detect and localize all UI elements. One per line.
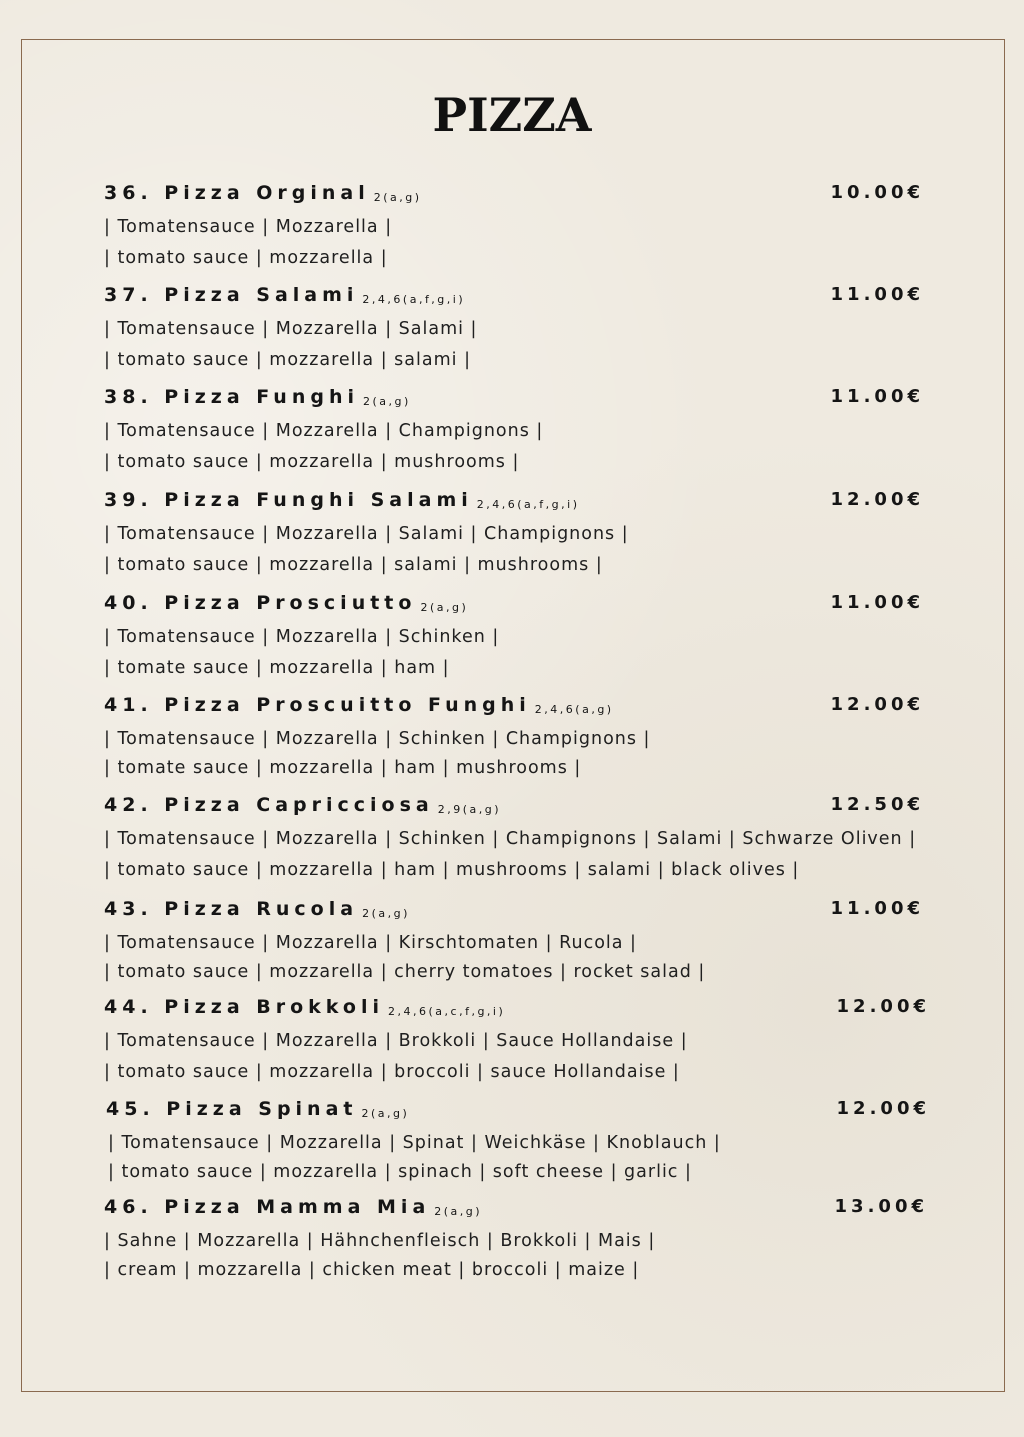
item-allergens: 2,4,6(a,f,g,i) <box>362 293 466 306</box>
item-ingredients-de: | Tomatensauce | Mozzarella | Spinat | Weichkäse | Knoblauch | <box>108 1133 721 1153</box>
item-price: 10.00€ <box>830 182 924 203</box>
item-name: 36. Pizza Orginal 2(a,g) <box>104 182 422 204</box>
item-price: 11.00€ <box>830 386 924 407</box>
item-price: 12.00€ <box>830 694 924 715</box>
item-ingredients-de: | Tomatensauce | Mozzarella | Salami | <box>104 319 478 339</box>
item-price: 11.00€ <box>830 898 924 919</box>
item-allergens: 2,4,6(a,f,g,i) <box>476 498 580 511</box>
item-price: 12.00€ <box>836 1098 930 1119</box>
item-name: 43. Pizza Rucola 2(a,g) <box>104 898 410 920</box>
item-ingredients-de: | Tomatensauce | Mozzarella | Kirschtomaten | Rucola | <box>104 933 637 953</box>
item-allergens: 2(a,g) <box>420 601 469 614</box>
item-ingredients-de: | Tomatensauce | Mozzarella | Schinken | <box>104 627 500 647</box>
item-allergens: 2(a,g) <box>373 191 422 204</box>
item-name: 37. Pizza Salami 2,4,6(a,f,g,i) <box>104 284 466 306</box>
item-allergens: 2,4,6(a,g) <box>534 703 614 716</box>
item-price: 12.50€ <box>830 794 924 815</box>
item-name: 44. Pizza Brokkoli 2,4,6(a,c,f,g,i) <box>104 996 506 1018</box>
item-ingredients-de: | Tomatensauce | Mozzarella | Schinken | Champignons | Salami | Schwarze Oliven | <box>104 829 917 849</box>
item-ingredients-en: | tomato sauce | mozzarella | ham | mushrooms | salami | black olives | <box>104 860 800 880</box>
item-price: 11.00€ <box>830 284 924 305</box>
item-name: 38. Pizza Funghi 2(a,g) <box>104 386 411 408</box>
item-ingredients-en: | tomato sauce | mozzarella | spinach | soft cheese | garlic | <box>108 1162 692 1182</box>
item-ingredients-de: | Sahne | Mozzarella | Hähnchenfleisch | Brokkoli | Mais | <box>104 1231 656 1251</box>
item-name: 40. Pizza Prosciutto 2(a,g) <box>104 592 469 614</box>
item-ingredients-en: | tomato sauce | mozzarella | salami | <box>104 350 471 370</box>
item-name: 45. Pizza Spinat 2(a,g) <box>106 1098 410 1120</box>
item-allergens: 2,9(a,g) <box>437 803 502 816</box>
item-name: 46. Pizza Mamma Mia 2(a,g) <box>104 1196 483 1218</box>
item-name: 42. Pizza Capricciosa 2,9(a,g) <box>104 794 502 816</box>
item-allergens: 2(a,g) <box>434 1205 483 1218</box>
item-ingredients-de: | Tomatensauce | Mozzarella | <box>104 217 393 237</box>
item-price: 12.00€ <box>830 489 924 510</box>
item-ingredients-en: | tomato sauce | mozzarella | <box>104 248 388 268</box>
item-ingredients-en: | tomate sauce | mozzarella | ham | <box>104 658 450 678</box>
item-name: 39. Pizza Funghi Salami 2,4,6(a,f,g,i) <box>104 489 580 511</box>
item-ingredients-en: | tomato sauce | mozzarella | mushrooms | <box>104 452 520 472</box>
item-allergens: 2(a,g) <box>361 1107 410 1120</box>
item-ingredients-de: | Tomatensauce | Mozzarella | Champignons | <box>104 421 544 441</box>
item-name: 41. Pizza Proscuitto Funghi 2,4,6(a,g) <box>104 694 614 716</box>
item-ingredients-de: | Tomatensauce | Mozzarella | Salami | Champignons | <box>104 524 629 544</box>
menu-title: PIZZA <box>432 88 592 142</box>
item-allergens: 2,4,6(a,c,f,g,i) <box>388 1005 506 1018</box>
item-ingredients-en: | cream | mozzarella | chicken meat | broccoli | maize | <box>104 1260 640 1280</box>
item-ingredients-de: | Tomatensauce | Mozzarella | Schinken | Champignons | <box>104 729 651 749</box>
item-allergens: 2(a,g) <box>362 907 410 920</box>
item-price: 11.00€ <box>830 592 924 613</box>
item-ingredients-en: | tomato sauce | mozzarella | salami | mushrooms | <box>104 555 603 575</box>
item-allergens: 2(a,g) <box>363 395 411 408</box>
item-price: 13.00€ <box>834 1196 928 1217</box>
item-ingredients-en: | tomate sauce | mozzarella | ham | mushrooms | <box>104 758 582 778</box>
item-ingredients-en: | tomato sauce | mozzarella | broccoli | sauce Hollandaise | <box>104 1062 680 1082</box>
item-ingredients-en: | tomato sauce | mozzarella | cherry tomatoes | rocket salad | <box>104 962 706 982</box>
item-price: 12.00€ <box>836 996 930 1017</box>
item-ingredients-de: | Tomatensauce | Mozzarella | Brokkoli | Sauce Hollandaise | <box>104 1031 688 1051</box>
